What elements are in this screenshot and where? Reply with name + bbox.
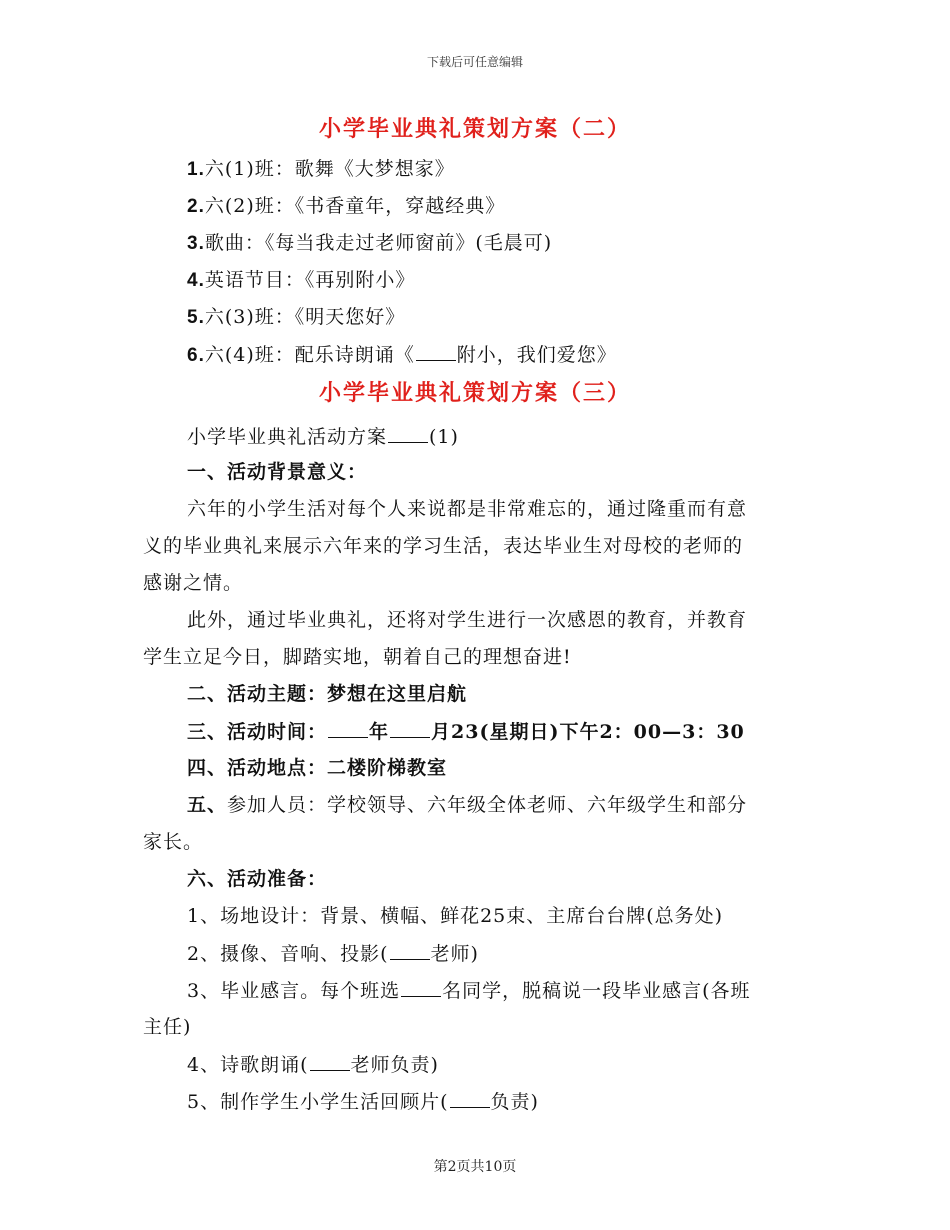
page-footer: 第2页共10页 xyxy=(433,1159,517,1175)
list-item xyxy=(187,342,849,368)
fill-blank xyxy=(390,719,430,738)
list-text: 六(3)班：《明天您好》 xyxy=(204,306,406,328)
paragraph-line: 学生立足今日，脚踏实地，朝着自己的理想奋进! xyxy=(143,646,572,668)
list-item xyxy=(187,268,849,293)
fill-blank xyxy=(390,941,430,960)
list-text: 六(1)班：歌舞《大梦想家》 xyxy=(204,158,455,180)
fill-blank xyxy=(401,978,441,997)
list-text: 歌曲：《每当我走过老师窗前》(毛晨可) xyxy=(204,232,553,254)
list-item: 5、制作学生小学生活回顾片( 负责) xyxy=(187,1091,539,1113)
fill-blank xyxy=(450,1089,490,1108)
list-item: 4、诗歌朗诵( 老师负责) xyxy=(187,1054,439,1076)
list-item: 1、场地设计：背景、横幅、鲜花25束、主席台台牌(总务处) xyxy=(187,905,724,927)
paragraph-line: 此外，通过毕业典礼，还将对学生进行一次感恩的教育，并教育 xyxy=(187,609,748,631)
list-text: 六(2)班：《书香童年，穿越经典》 xyxy=(204,195,506,217)
heading-participants: 五、参加人员：学校领导、六年级全体老师、六年级学生和部分 xyxy=(187,794,748,816)
heading-time: 三、活动时间： 年 月23(星期日)下午2：00—3：30 xyxy=(187,721,745,743)
section3-title: 小学毕业典礼策划方案（三） xyxy=(318,380,631,406)
list-number: 2. xyxy=(187,196,205,217)
list-text: 英语节目：《再别附小》 xyxy=(204,269,416,291)
paragraph-line: 主任) xyxy=(143,1016,192,1038)
list-number: 6. xyxy=(187,345,205,366)
list-item xyxy=(187,305,849,330)
paragraph-line: 义的毕业典礼来展示六年来的学习生活，表达毕业生对母校的老师的 xyxy=(143,535,744,557)
section2-title: 小学毕业典礼策划方案（二） xyxy=(318,116,631,142)
list-text: 六(4)班：配乐诗朗诵《 xyxy=(204,344,415,366)
paragraph-line: 家长。 xyxy=(143,831,204,853)
fill-blank xyxy=(388,424,428,443)
heading-location: 四、活动地点：二楼阶梯教室 xyxy=(187,757,448,779)
fill-blank xyxy=(416,342,456,361)
paragraph-line: 六年的小学生活对每个人来说都是非常难忘的，通过隆重而有意 xyxy=(187,498,748,520)
page-header: 下载后可任意编辑 xyxy=(426,55,523,69)
section3-subtitle: 小学毕业典礼活动方案 (1) xyxy=(187,426,459,448)
list-number: 1. xyxy=(187,159,205,180)
list-number: 5. xyxy=(187,307,205,328)
list-text: 附小，我们爱您》 xyxy=(456,344,617,366)
list-item xyxy=(187,231,849,256)
heading-background: 一、活动背景意义： xyxy=(187,461,368,483)
paragraph-line: 感谢之情。 xyxy=(143,572,244,594)
heading-theme: 二、活动主题：梦想在这里启航 xyxy=(187,683,468,705)
list-number: 3. xyxy=(187,233,205,254)
list-item xyxy=(187,157,849,182)
list-item: 2、摄像、音响、投影( 老师) xyxy=(187,943,479,965)
fill-blank xyxy=(328,719,368,738)
list-item xyxy=(187,194,849,219)
fill-blank xyxy=(310,1052,350,1071)
list-number: 4. xyxy=(187,270,205,291)
list-item: 3、毕业感言。每个班选 名同学，脱稿说一段毕业感言(各班 xyxy=(187,980,751,1002)
heading-preparation: 六、活动准备： xyxy=(187,868,328,890)
